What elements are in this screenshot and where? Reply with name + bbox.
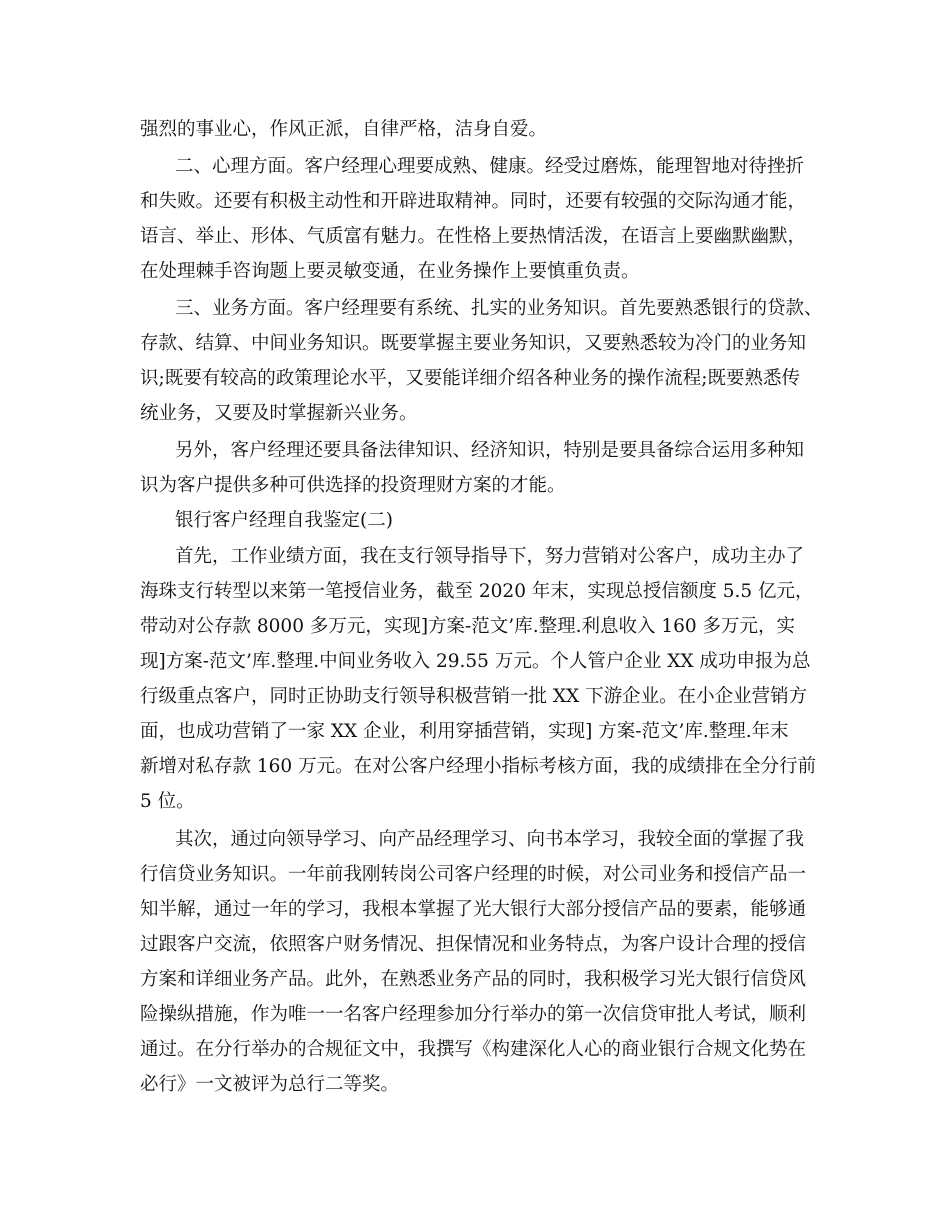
paragraph-first-line: 二、心理方面。客户经理心理要成熟、健康。经受过磨炼，能理智地对待挫折 <box>175 156 805 177</box>
text-line: 行级重点客户，同时正协助支行领导积极营销一批 XX 下游企业。在小企业营销方 <box>140 686 808 707</box>
text-line: 5 位。 <box>140 791 195 812</box>
text-line: 知半解，通过一年的学习，我根本掌握了光大银行大部分授信产品的要素，能够通 <box>140 899 807 920</box>
paragraph-first-line: 三、业务方面。客户经理要有系统、扎实的业务知识。首先要熟悉银行的贷款、 <box>175 298 823 319</box>
section-heading: 银行客户经理自我鉴定(二) <box>175 510 393 531</box>
text-line: 语言、举止、形体、气质富有魅力。在性格上要热情活泼，在语言上要幽默幽默， <box>140 226 807 247</box>
text-line: 海珠支行转型以来第一笔授信业务，截至 2020 年末，实现总授信额度 5.5 亿元， <box>140 581 814 602</box>
text-line: 必行》一文被评为总行二等奖。 <box>140 1074 400 1095</box>
text-line: 存款、结算、中间业务知识。既要掌握主要业务知识，又要熟悉较为冷门的业务知 <box>140 333 807 354</box>
text-line: 强烈的事业心，作风正派，自律严格，洁身自爱。 <box>140 119 548 140</box>
text-line: 过跟客户交流，依照客户财务情况、担保情况和业务特点，为客户设计合理的授信 <box>140 934 807 955</box>
text-line: 统业务，又要及时掌握新兴业务。 <box>140 403 418 424</box>
text-line: 险操纵措施，作为唯一一名客户经理参加分行举办的第一次信贷审批人考试，顺利 <box>140 1004 807 1025</box>
paragraph-first-line: 另外，客户经理还要具备法律知识、经济知识，特别是要具备综合运用多种知 <box>175 440 805 461</box>
text-line: 新增对私存款 160 万元。在对公客户经理小指标考核方面，我的成绩排在全分行前 <box>140 756 817 777</box>
text-line: 识;既要有较高的政策理论水平，又要能详细介绍各种业务的操作流程;既要熟悉传 <box>140 368 800 389</box>
text-line: 在处理棘手咨询题上要灵敏变通，在业务操作上要慎重负责。 <box>140 261 640 282</box>
text-line: 面，也成功营销了一家 XX 企业，利用穿插营销，实现] 方案-范文’库.整理.年末 <box>140 721 789 742</box>
paragraph-first-line: 首先，工作业绩方面，我在支行领导指导下，努力营销对公客户，成功主办了 <box>175 546 805 567</box>
text-line: 方案和详细业务产品。此外，在熟悉业务产品的同时，我积极学习光大银行信贷风 <box>140 969 807 990</box>
paragraph-first-line: 其次，通过向领导学习、向产品经理学习、向书本学习，我较全面的掌握了我 <box>175 829 805 850</box>
text-line: 通过。在分行举办的合规征文中，我撰写《构建深化人心的商业银行合规文化势在 <box>140 1039 807 1060</box>
text-line: 现]方案-范文’库.整理.中间业务收入 29.55 万元。个人管户企业 XX 成功申报为总 <box>140 651 811 672</box>
text-line: 识为客户提供多种可供选择的投资理财方案的才能。 <box>140 475 566 496</box>
text-line: 行信贷业务知识。一年前我刚转岗公司客户经理的时候，对公司业务和授信产品一 <box>140 864 807 885</box>
text-line: 和失败。还要有积极主动性和开辟进取精神。同时，还要有较强的交际沟通才能， <box>140 191 807 212</box>
text-line: 带动对公存款 8000 多万元，实现]方案-范文’库.整理.利息收入 160 多万元，实 <box>140 616 796 637</box>
